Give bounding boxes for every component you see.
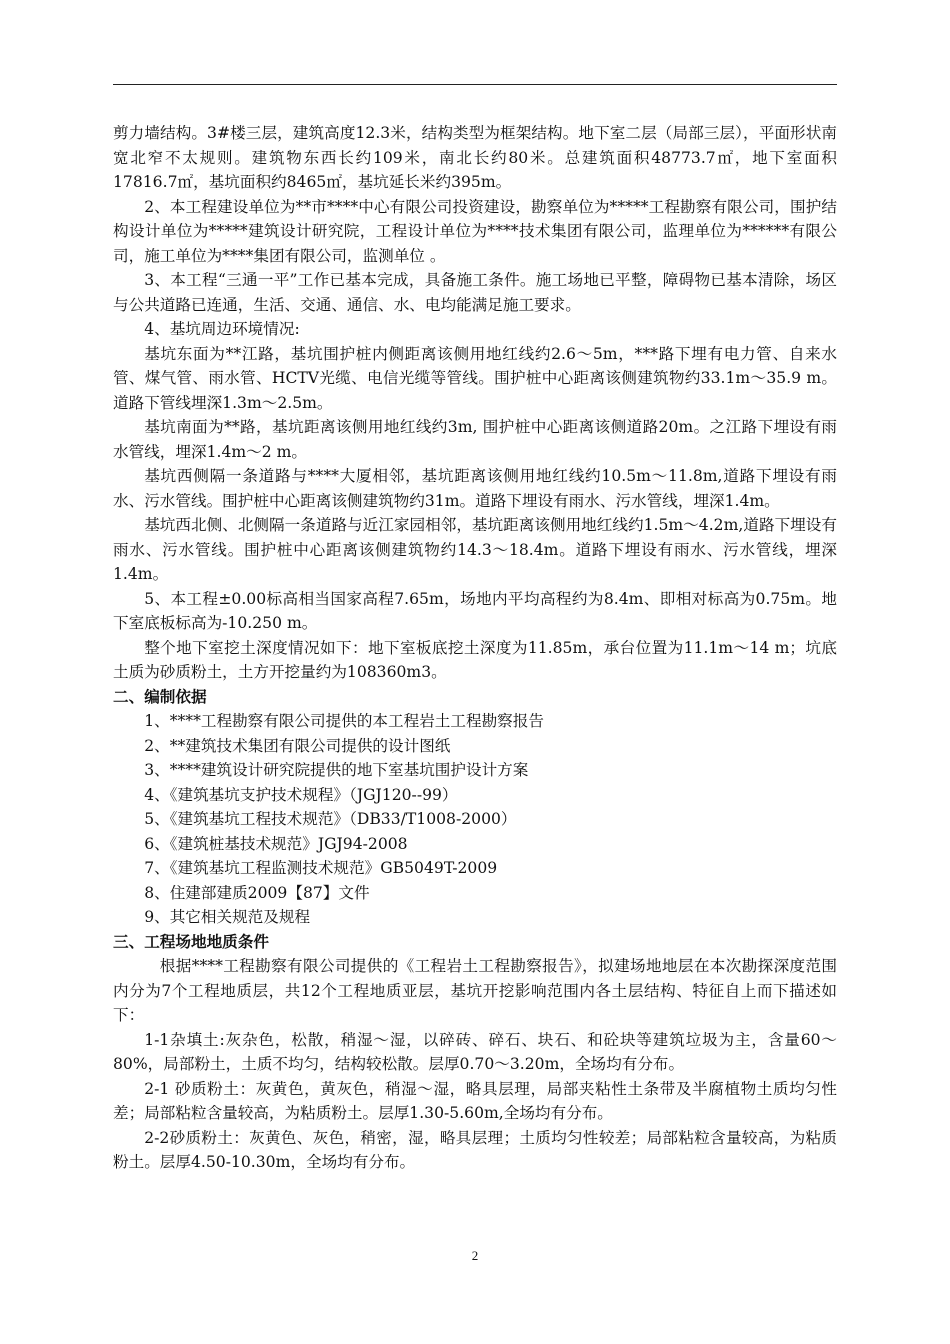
reference-item: 9、其它相关规范及规程 — [144, 908, 311, 926]
reference-item: 7、《建筑基坑工程监测技术规范》GB5049T-2009 — [144, 859, 498, 877]
soil-layer-paragraph: 1-1杂填土:灰杂色，松散，稍湿～湿，以碎砖、碎石、块石、和砼块等建筑垃圾为主，含量60～80%，局部粉土，土质不均匀，结构较松散。层厚0.70～3.20m，全场均有分布。 — [113, 1030, 837, 1073]
reference-item: 5、《建筑基坑工程技术规范》（DB33/T1008-2000） — [144, 810, 517, 828]
section-3-heading: 三、工程场地地质条件 — [113, 932, 269, 951]
soil-layer-paragraph: 2-2砂质粉土：灰黄色、灰色，稍密，湿，略具层理；土质均匀性较差；局部粘粒含量较高，为粘质粉土。层厚4.50-10.30m，全场均有分布。 — [113, 1128, 837, 1171]
paragraph-item-3: 3、本工程“三通一平”工作已基本完成，具备施工条件。施工场地已平整，障碍物已基本清除，场区与公共道路已连通，生活、交通、通信、水、电均能满足施工要求。 — [113, 271, 837, 314]
paragraph-northwest: 基坑西北侧、北侧隔一条道路与近江家园相邻，基坑距离该侧用地红线约1.5m～4.2m,道路下埋设有雨水、污水管线。围护桩中心距离该侧建筑物约14.3～18.4m。道路下埋设有雨水、污水管线，埋深1.4m。 — [113, 516, 837, 583]
reference-item: 3、****建筑设计研究院提供的地下室基坑围护设计方案 — [144, 761, 529, 779]
paragraph-item-4: 4、基坑周边环境情况: — [144, 320, 300, 338]
paragraph-east: 基坑东面为**江路，基坑围护桩内侧距离该侧用地红线约2.6～5m，***路下埋有电力管、自来水管、煤气管、雨水管、HCTV光缆、电信光缆等管线。围护桩中心距离该侧建筑物约33.1m～35.9 m。道路下管线埋深1.3m～2.5m。 — [113, 344, 837, 412]
section-2-heading: 二、编制依据 — [113, 687, 207, 706]
header-rule — [113, 84, 837, 85]
reference-item: 6、《建筑桩基技术规范》JGJ94-2008 — [144, 834, 408, 853]
paragraph-south: 基坑南面为**路，基坑距离该侧用地红线约3m, 围护桩中心距离该侧道路20m。之江路下埋设有雨水管线，埋深1.4m～2 m。 — [113, 418, 837, 461]
reference-item: 1、****工程勘察有限公司提供的本工程岩土工程勘察报告 — [144, 712, 544, 730]
reference-item: 2、**建筑技术集团有限公司提供的设计图纸 — [144, 736, 451, 755]
document-body — [113, 121, 837, 1175]
paragraph-west: 基坑西侧隔一条道路与****大厦相邻，基坑距离该侧用地红线约10.5m～11.8m,道路下埋设有雨水、污水管线。围护桩中心距离该侧建筑物约31m。道路下埋设有雨水、污水管线，埋深1.4m。 — [113, 467, 837, 510]
paragraph-item-2: 2、本工程建设单位为**市****中心有限公司投资建设，勘察单位为*****工程勘察有限公司，围护结构设计单位为*****建筑设计研究院，工程设计单位为****技术集团有限公司，监理单位为******有限公司，施工单位为****集团有限公司，监测单位 。 — [113, 197, 837, 265]
page-number: 2 — [471, 1248, 479, 1263]
soil-layer-paragraph: 2-1 砂质粉土：灰黄色，黄灰色，稍湿～湿，略具层理，局部夹粘性土条带及半腐植物土质均匀性差；局部粘粒含量较高，为粘质粉土。层厚1.30-5.60m,全场均有分布。 — [113, 1079, 837, 1122]
reference-item: 8、住建部建质2009【87】文件 — [144, 883, 370, 902]
paragraph-item-5: 5、本工程±0.00标高相当国家高程7.65m，场地内平均高程约为8.4m、即相对标高为0.75m。地下室底板标高为-10.250 m。 — [113, 589, 837, 632]
intro-continuation: 剪力墙结构。3#楼三层，建筑高度12.3米，结构类型为框架结构。地下室二层（局部三层），平面形状南宽北窄不太规则。建筑物东西长约109米，南北长约80米。总建筑面积48773.7㎡，地下室面积17816.7㎡，基坑面积约8465㎡，基坑延长米约395m。 — [113, 124, 837, 191]
paragraph-excavation: 整个地下室挖土深度情况如下：地下室板底挖土深度为11.85m，承台位置为11.1m～14 m；坑底土质为砂质粉土，土方开挖量约为108360m3。 — [113, 638, 837, 681]
reference-item: 4、《建筑基坑支护技术规程》（JGJ120--99） — [144, 785, 458, 804]
section-3-intro: 根据****工程勘察有限公司提供的《工程岩土工程勘察报告》，拟建场地地层在本次勘探深度范围内分为7个工程地质层，共12个工程地质亚层，基坑开挖影响范围内各土层结构、特征自上而下描述如下： — [113, 957, 837, 1024]
